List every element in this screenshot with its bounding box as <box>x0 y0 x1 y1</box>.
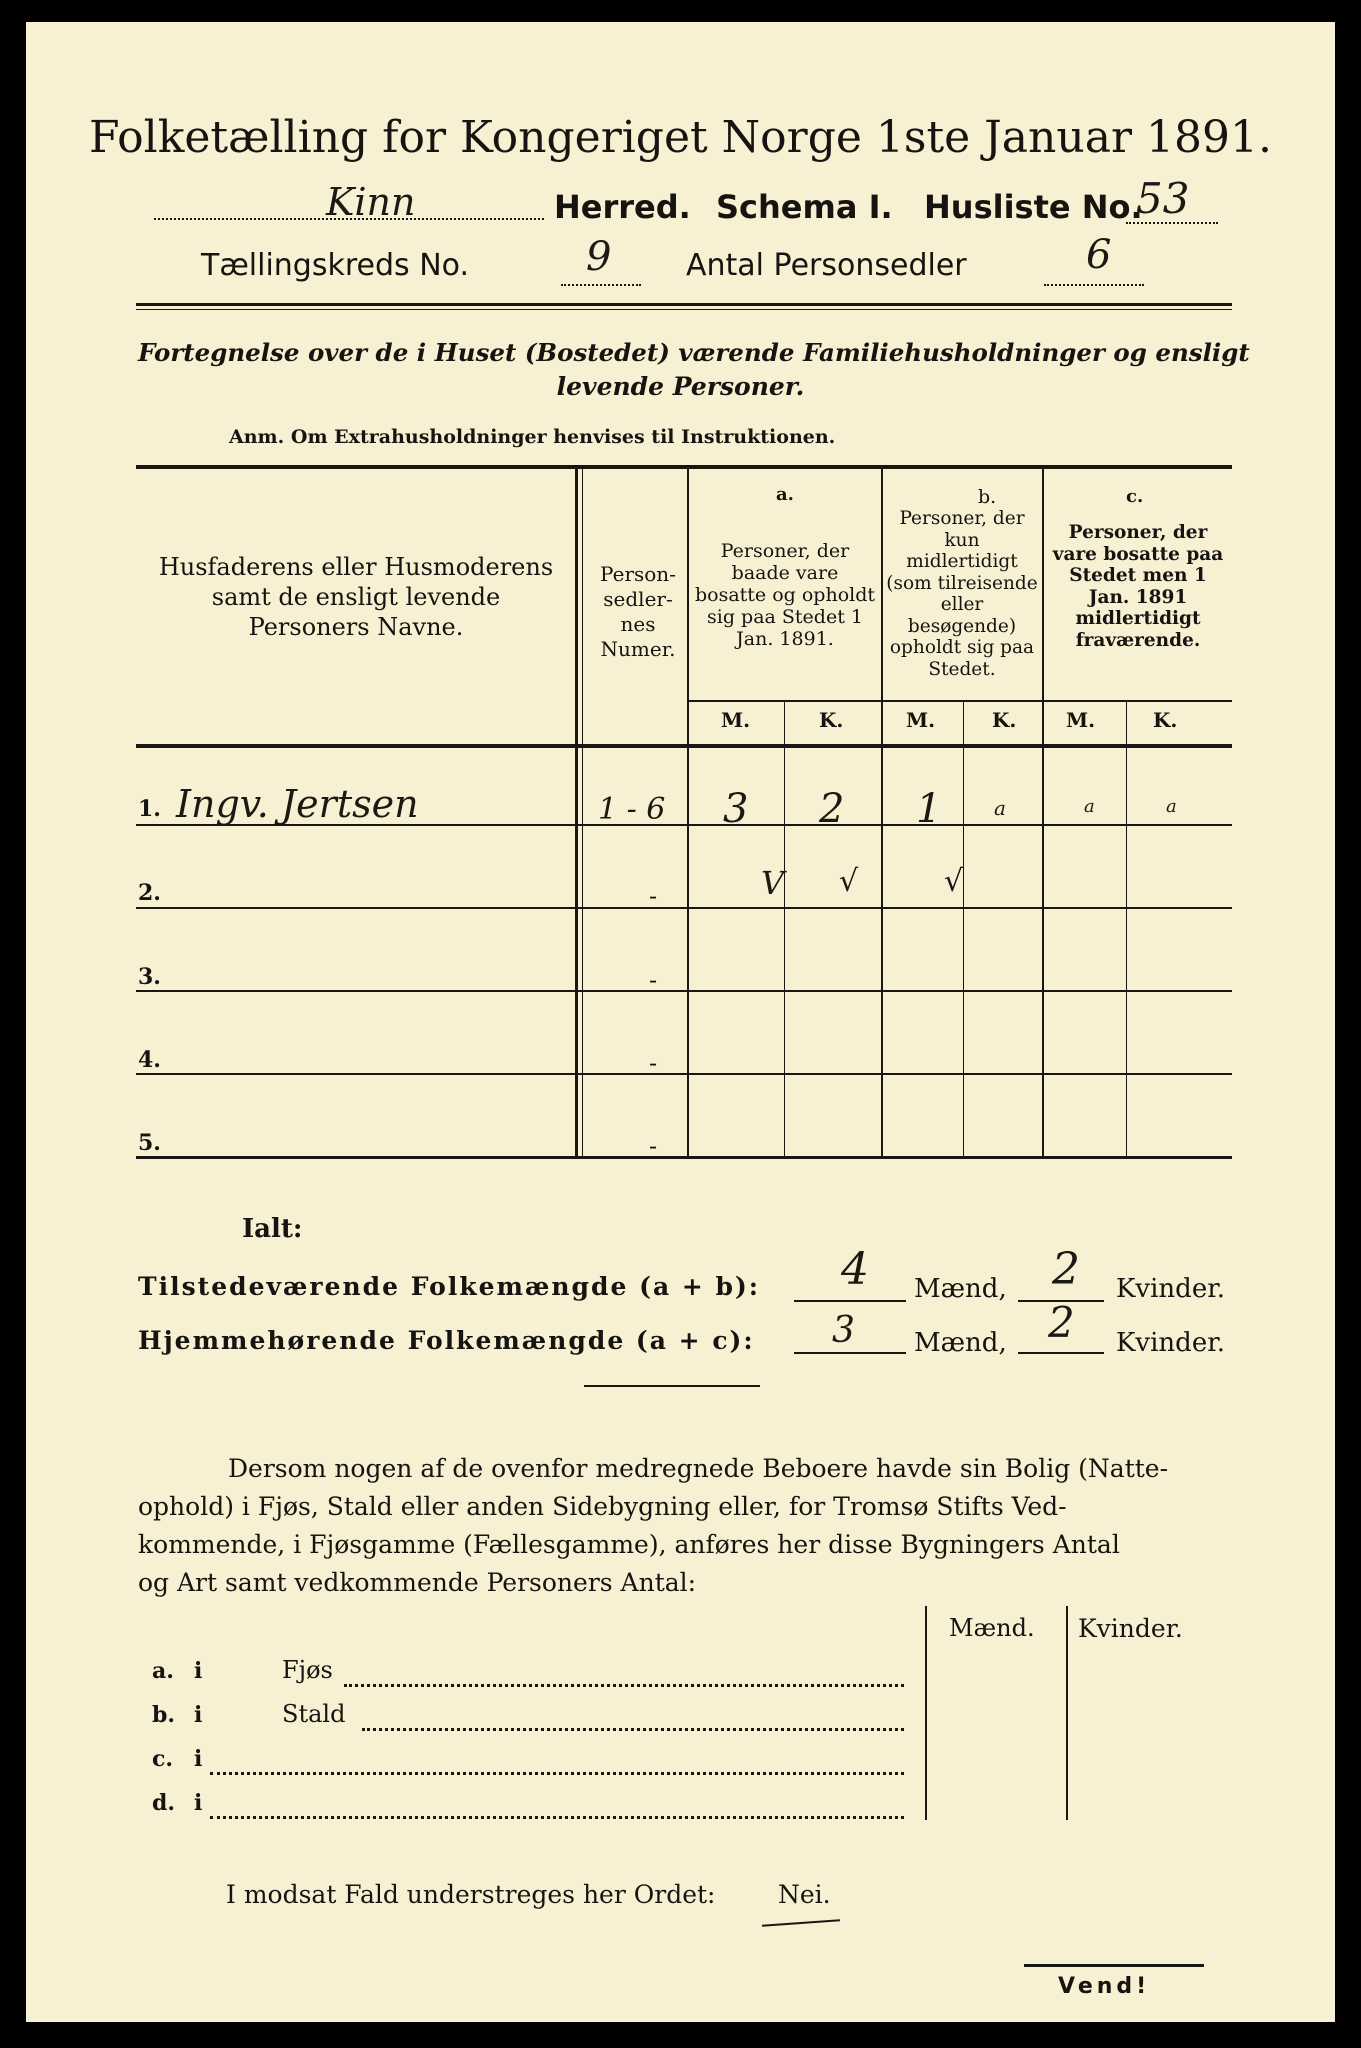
census-form <box>26 22 1335 2022</box>
husliste-value: 53 <box>1136 174 1190 223</box>
row-rule-2 <box>136 907 1232 909</box>
resident-kvinder-word: Kvinder. <box>1116 1328 1226 1358</box>
building-item-dots <box>210 1816 904 1819</box>
col-rule-c-mk <box>1126 702 1127 1156</box>
buildings-col-rule-1 <box>925 1606 927 1820</box>
table-row-number: 3. <box>138 964 161 990</box>
row-2-b-m: √ <box>944 864 964 899</box>
instruction-note: Anm. Om Extrahusholdninger henvises til Instruktionen. <box>229 426 836 448</box>
row-3-num: - <box>649 966 658 994</box>
row-1-b-m: 1 <box>916 786 942 832</box>
col-rule-name <box>575 469 578 1156</box>
b-k-label: K. <box>992 708 1017 732</box>
resident-kvinder-value: 2 <box>1048 1298 1075 1347</box>
b-m-label: M. <box>906 708 936 732</box>
col-head-b: Personer, der kun midlertidigt (som tilreisende eller besøgende) opholdt sig paa Stedet. <box>886 508 1038 680</box>
mk-header-rule <box>689 700 1232 702</box>
building-item-dots <box>362 1728 904 1731</box>
resident-maend-line <box>794 1352 906 1354</box>
col-head-a: Personer, der baade vare bosatte og opholdt sig paa Stedet 1 Jan. 1891. <box>694 540 876 650</box>
row-4-num: - <box>649 1049 658 1077</box>
buildings-text-3: kommende, i Fjøsgamme (Fællesgamme), anføres her disse Bygningers Antal <box>138 1530 1120 1559</box>
form-title: Folketælling for Kongeriget Norge 1ste Januar 1891. <box>89 112 1272 163</box>
row-5-num: - <box>649 1132 658 1160</box>
nei-instruction: I modsat Fald understreges her Ordet: <box>226 1880 716 1909</box>
building-item-prep: i <box>194 1702 203 1728</box>
header-double-rule <box>136 303 1232 306</box>
antal-value: 6 <box>1086 232 1112 278</box>
intro-line-2: levende Personer. <box>556 372 805 401</box>
row-rule-3 <box>136 990 1232 992</box>
row-1-a-m: 3 <box>723 786 749 832</box>
col-rule-b <box>1042 469 1044 1156</box>
row-1-a-k: 2 <box>819 786 845 832</box>
nei-word: Nei. <box>778 1880 831 1909</box>
header-double-rule-thin <box>136 309 1232 310</box>
table-row-number: 4. <box>138 1047 161 1073</box>
building-item-dots <box>344 1684 904 1687</box>
vend-rule <box>1024 1964 1204 1967</box>
table-row-number: 1. <box>138 796 161 822</box>
building-item-letter: d. <box>152 1790 176 1816</box>
col-c-letter: c. <box>1126 486 1144 507</box>
a-m-label: M. <box>721 708 751 732</box>
row-2-num: - <box>649 882 658 910</box>
household-name: Ingv. Jertsen <box>176 782 419 826</box>
building-item-prep: i <box>194 1746 203 1772</box>
present-maend-value: 4 <box>841 1244 869 1295</box>
antal-dotted-line <box>1044 284 1144 286</box>
row-2-a-m: V <box>761 864 785 902</box>
a-k-label: K. <box>819 708 844 732</box>
resident-maend-value: 3 <box>832 1310 855 1351</box>
col-head-num: Person-sedler-nes Numer. <box>600 562 676 661</box>
building-item-prep: i <box>194 1658 203 1684</box>
building-item-dots <box>210 1772 904 1775</box>
herred-label: Herred. <box>554 188 691 226</box>
row-1-c-m: a <box>1084 796 1095 817</box>
present-kvinder-word: Kvinder. <box>1116 1274 1226 1304</box>
resident-kvinder-line <box>1018 1352 1104 1354</box>
table-top-rule <box>136 465 1232 469</box>
kreds-label: Tællingskreds No. <box>201 248 469 283</box>
row-1-b-k: a <box>994 796 1006 820</box>
row-1-c-k: a <box>1166 796 1177 817</box>
intro-line-1: Fortegnelse over de i Huset (Bostedet) værende Familiehusholdninger og ensligt <box>138 338 1250 367</box>
vend-label: Vend! <box>1058 1974 1151 1999</box>
row-1-num: 1 - 6 <box>598 792 666 827</box>
buildings-text-2: ophold) i Fjøs, Stald eller anden Sidebygning eller, for Tromsø Stifts Ved- <box>138 1492 1067 1521</box>
building-item-label: Fjøs <box>282 1656 333 1684</box>
col-rule-num <box>687 469 689 1156</box>
building-item-prep: i <box>194 1790 203 1816</box>
present-maend-word: Mænd, <box>914 1274 1007 1304</box>
col-rule-name-thin <box>582 469 583 1156</box>
col-rule-a <box>881 469 883 1156</box>
buildings-text-1: Dersom nogen af de ovenfor medregnede Beboere havde sin Bolig (Natte- <box>228 1454 1169 1483</box>
col-head-c: Personer, der vare bosatte paa Stedet men 1 Jan. 1891 midlertidigt fraværende. <box>1052 522 1224 651</box>
section-divider <box>584 1385 760 1387</box>
buildings-col-rule-2 <box>1066 1606 1068 1820</box>
buildings-col-maend: Mænd. <box>949 1614 1035 1642</box>
col-a-letter: a. <box>776 484 794 505</box>
building-item-letter: c. <box>152 1746 174 1772</box>
buildings-text-4: og Art samt vedkommende Personers Antal: <box>138 1568 697 1597</box>
kreds-value: 9 <box>586 234 612 280</box>
building-item-letter: a. <box>152 1658 174 1684</box>
building-item-label: Stald <box>282 1700 346 1728</box>
resident-maend-word: Mænd, <box>914 1328 1007 1358</box>
present-kvinder-value: 2 <box>1052 1244 1080 1295</box>
row-rule-4 <box>136 1073 1232 1075</box>
husliste-label: Husliste No. <box>924 188 1143 226</box>
c-m-label: M. <box>1066 708 1096 732</box>
herred-value: Kinn <box>326 180 416 224</box>
ialt-label: Ialt: <box>242 1214 303 1244</box>
table-row-number: 5. <box>138 1130 161 1156</box>
schema-label: Schema I. <box>716 188 893 226</box>
buildings-col-kvinder: Kvinder. <box>1078 1614 1183 1643</box>
building-item-letter: b. <box>152 1702 176 1728</box>
husliste-dotted-line <box>1126 222 1218 224</box>
col-b-letter: b. <box>978 486 997 508</box>
present-population-label: Tilstedeværende Folkemængde (a + b): <box>138 1272 761 1301</box>
nei-underline <box>762 1919 840 1926</box>
resident-population-label: Hjemmehørende Folkemængde (a + c): <box>138 1326 755 1355</box>
col-head-name: Husfaderens eller Husmoderens samt de ensligt levende Personers Navne. <box>158 553 554 641</box>
col-rule-b-mk <box>963 702 964 1156</box>
present-maend-line <box>794 1300 906 1302</box>
table-head-bottom-rule <box>136 744 1232 748</box>
c-k-label: K. <box>1153 708 1178 732</box>
col-rule-a-mk <box>784 702 785 1156</box>
row-2-a-k: √ <box>839 864 859 899</box>
table-bottom-rule <box>136 1156 1232 1159</box>
antal-label: Antal Personsedler <box>686 248 967 283</box>
kreds-dotted-line <box>561 284 641 286</box>
table-row-number: 2. <box>138 880 161 906</box>
